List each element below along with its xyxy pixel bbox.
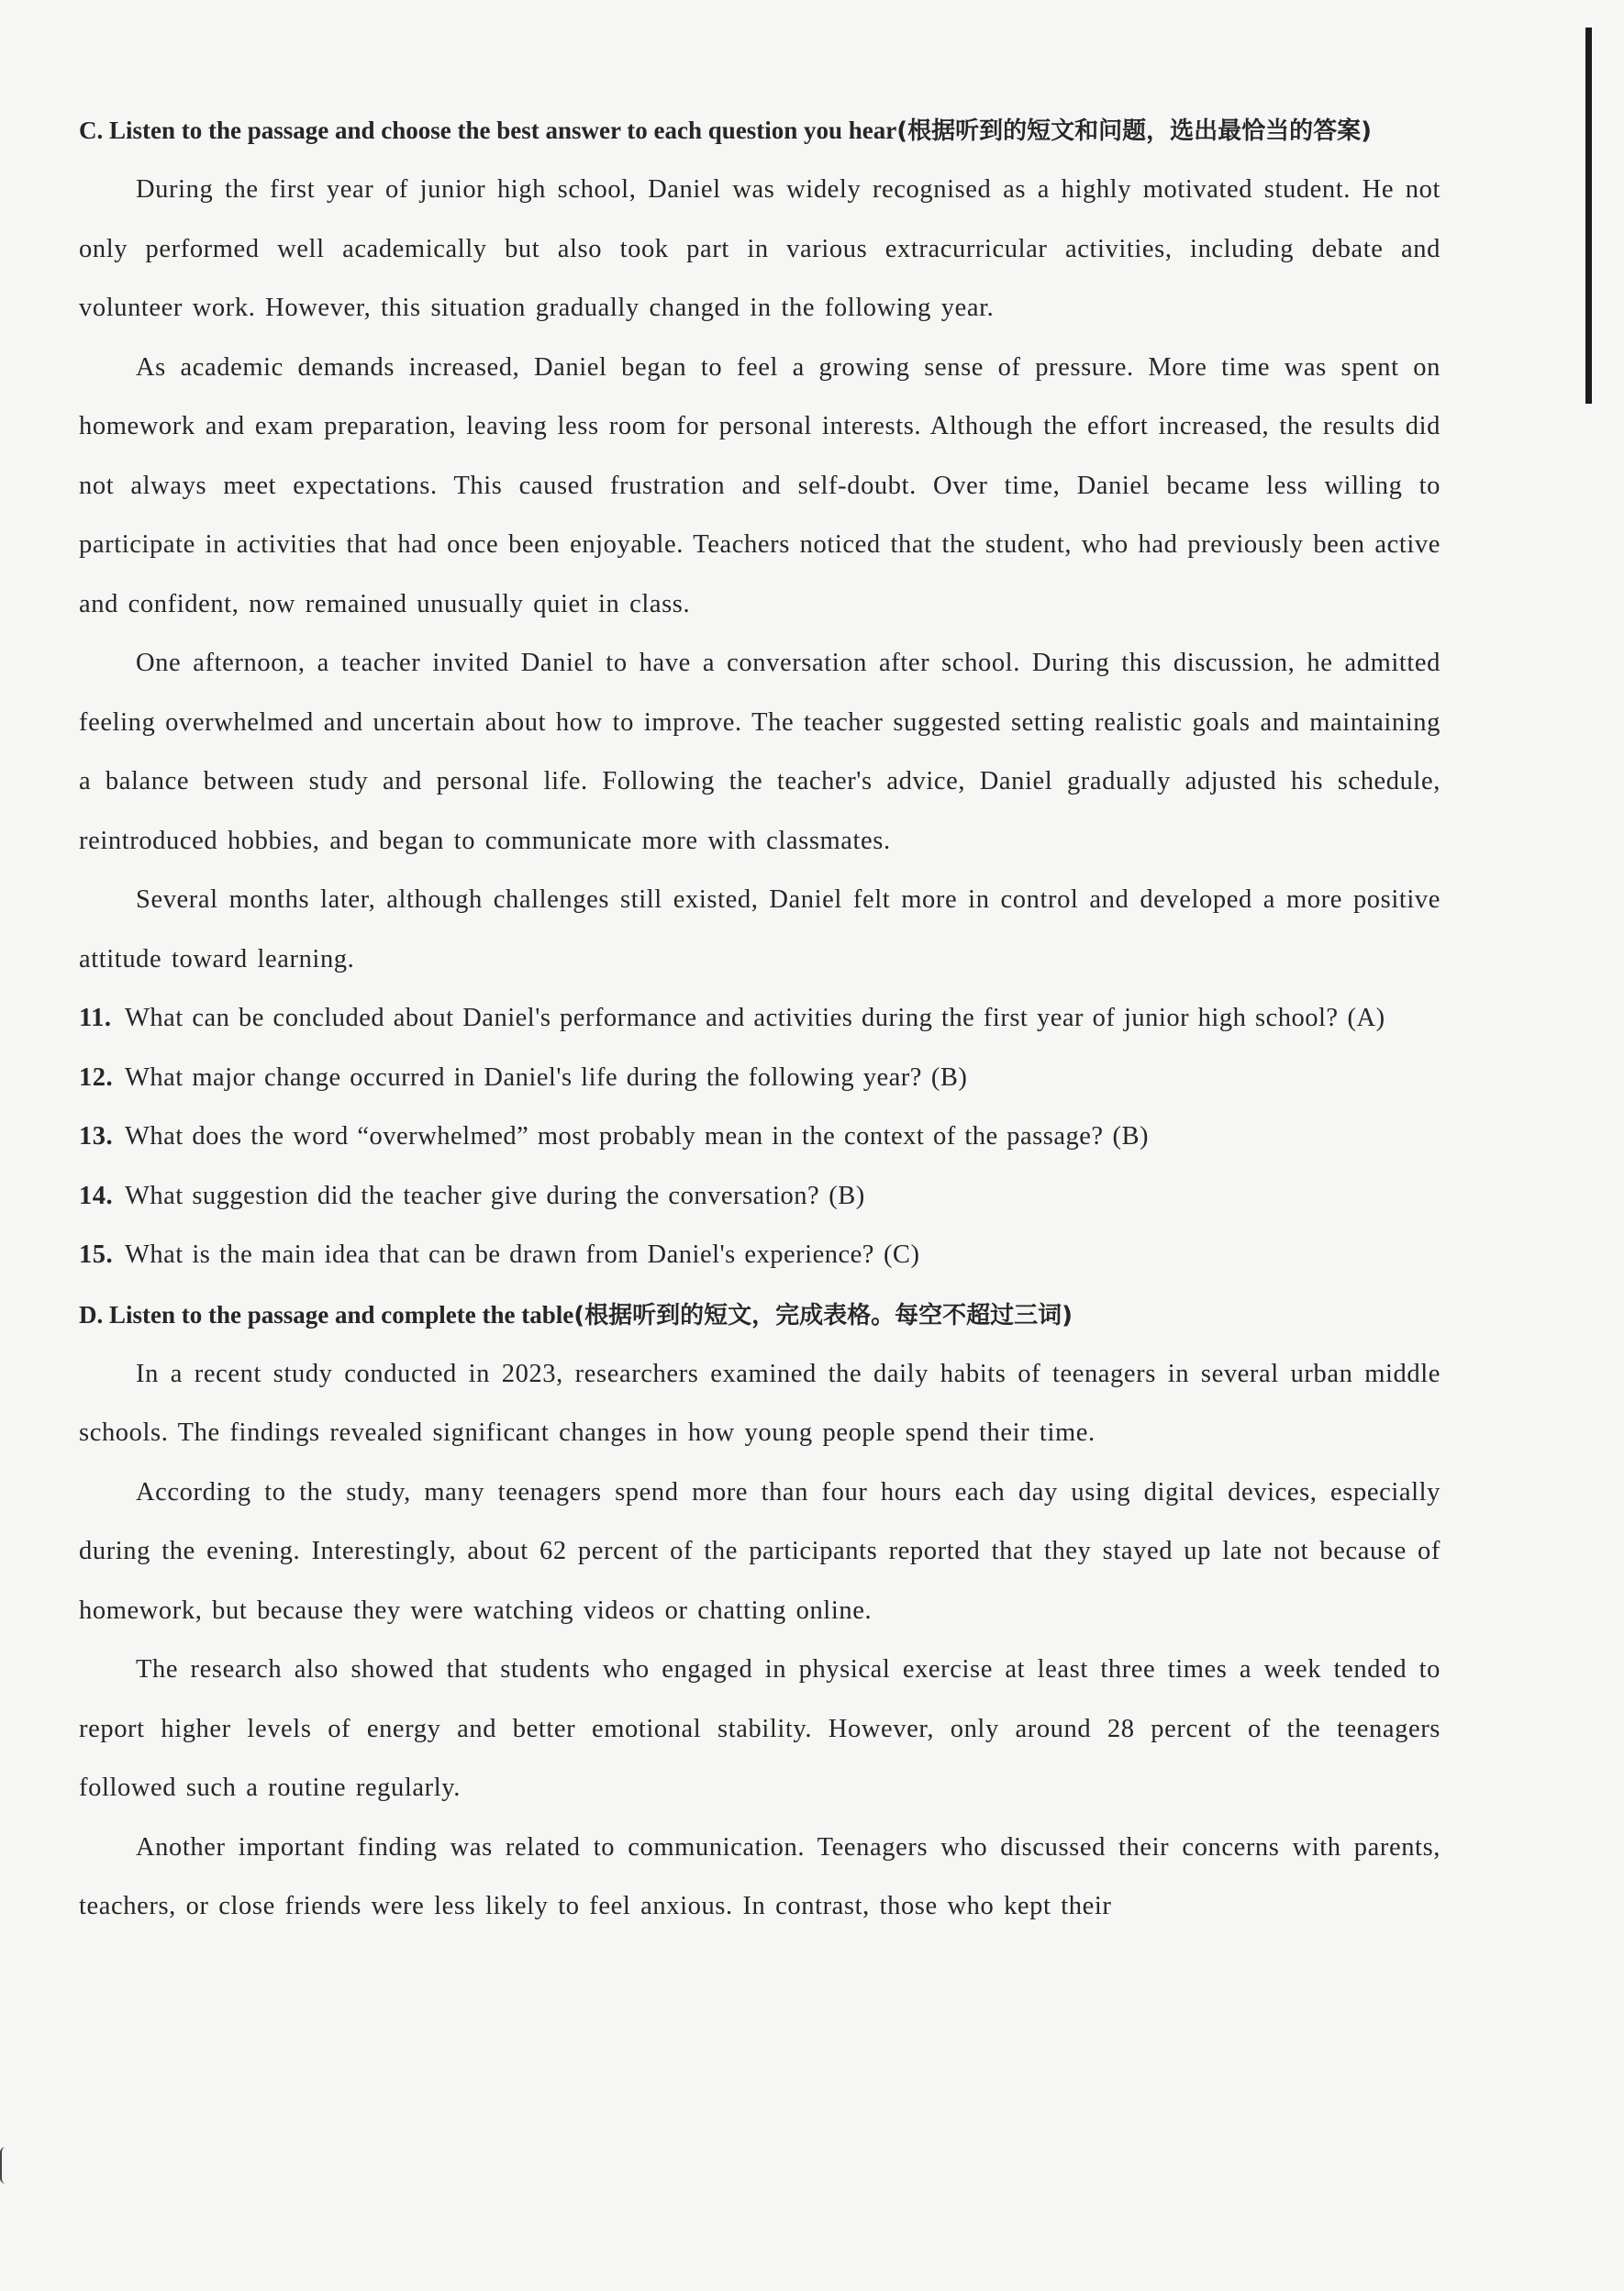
passage-d-paragraph: The research also showed that students who engaged in physical exercise at least three times a week tended to report higher levels of energy and better emotional stability. However, only around 28 percent of the teenagers followed such a routine regularly. [79, 1655, 1440, 1802]
passage-c-paragraph: Several months later, although challenges still existed, Daniel felt more in control and developed a more positive attitude toward learning. [79, 885, 1440, 973]
question-text: What suggestion did the teacher give during the conversation? [125, 1181, 820, 1210]
section-c-heading-cn: (根据听到的短文和问题，选出最恰当的答案) [896, 117, 1373, 145]
question-number: 14. [79, 1181, 114, 1210]
question-answer: (B) [930, 1062, 968, 1092]
question-number: 11. [79, 1004, 112, 1032]
question-answer: (B) [1112, 1122, 1150, 1151]
page-edge-bar [1585, 28, 1592, 404]
question-11 [79, 989, 1440, 1049]
passage-d-paragraph: Another important finding was related to communication. Teenagers who discussed their concerns with parents, teachers, or close friends were less likely to feel anxious. In contrast, those who kept their [79, 1832, 1440, 1920]
passage-c-paragraph: During the first year of junior high school, Daniel was widely recognised as a highly motivated student. He not only performed well academically but also took part in various extracurricular activities, including debate and volunteer work. However, this situation gradually changed in the following year. [79, 175, 1440, 322]
question-number: 12. [79, 1062, 114, 1092]
passage-d-paragraph: According to the study, many teenagers spend more than four hours each day using digital devices, especially during the evening. Interestingly, about 62 percent of the participants reported that they stayed up late not because of homework, but because they were watching videos or chatting online. [79, 1477, 1440, 1625]
section-d [79, 1285, 1440, 1937]
question-answer: (A) [1347, 1004, 1385, 1032]
question-text: What does the word “overwhelmed” most probably mean in the context of the passage? [125, 1122, 1104, 1151]
section-d-heading-en: D. Listen to the passage and complete the table [79, 1300, 574, 1329]
question-text: What major change occurred in Daniel's life during the following year? [125, 1062, 922, 1092]
passage-c-paragraph: As academic demands increased, Daniel began to feel a growing sense of pressure. More time was spent on homework and exam preparation, leaving less room for personal interests. Although the effort increased, the results did not always meet expectations. This caused frustration and self-doubt. Over time, Daniel became less willing to participate in activities that had once been enjoyable. Teachers noticed that the student, who had previously been active and confident, now remained unusually quiet in class. [79, 352, 1440, 618]
section-d-heading-cn: (根据听到的短文，完成表格。每空不超过三词) [573, 1301, 1073, 1329]
question-14 [79, 1167, 1440, 1227]
question-number: 13. [79, 1122, 114, 1151]
page-edge-mark [0, 2147, 9, 2184]
question-13 [79, 1107, 1440, 1167]
section-c-heading [79, 101, 1440, 161]
page-content [79, 101, 1440, 1937]
question-text: What can be concluded about Daniel's performance and activities during the first year of junior high school? [125, 1004, 1339, 1032]
question-answer: (B) [829, 1181, 865, 1210]
passage-d-paragraph: In a recent study conducted in 2023, researchers examined the daily habits of teenagers in several urban middle schools. The findings revealed significant changes in how young people spend their time. [79, 1359, 1440, 1447]
section-c-heading-en: C. Listen to the passage and choose the best answer to each question you hear [79, 117, 897, 144]
question-12 [79, 1049, 1440, 1108]
question-number: 15. [79, 1240, 114, 1269]
question-text: What is the main idea that can be drawn from Daniel's experience? [125, 1240, 874, 1269]
question-15 [79, 1226, 1440, 1285]
passage-c-paragraph: One afternoon, a teacher invited Daniel to have a conversation after school. During this discussion, he admitted feeling overwhelmed and uncertain about how to improve. The teacher suggested setting realistic goals and maintaining a balance between study and personal life. Following the teacher's advice, Daniel gradually adjusted his schedule, reintroduced hobbies, and began to communicate more with classmates. [79, 649, 1440, 855]
section-d-heading [79, 1285, 1440, 1345]
section-c [79, 101, 1440, 1285]
question-answer: (C) [883, 1240, 920, 1269]
